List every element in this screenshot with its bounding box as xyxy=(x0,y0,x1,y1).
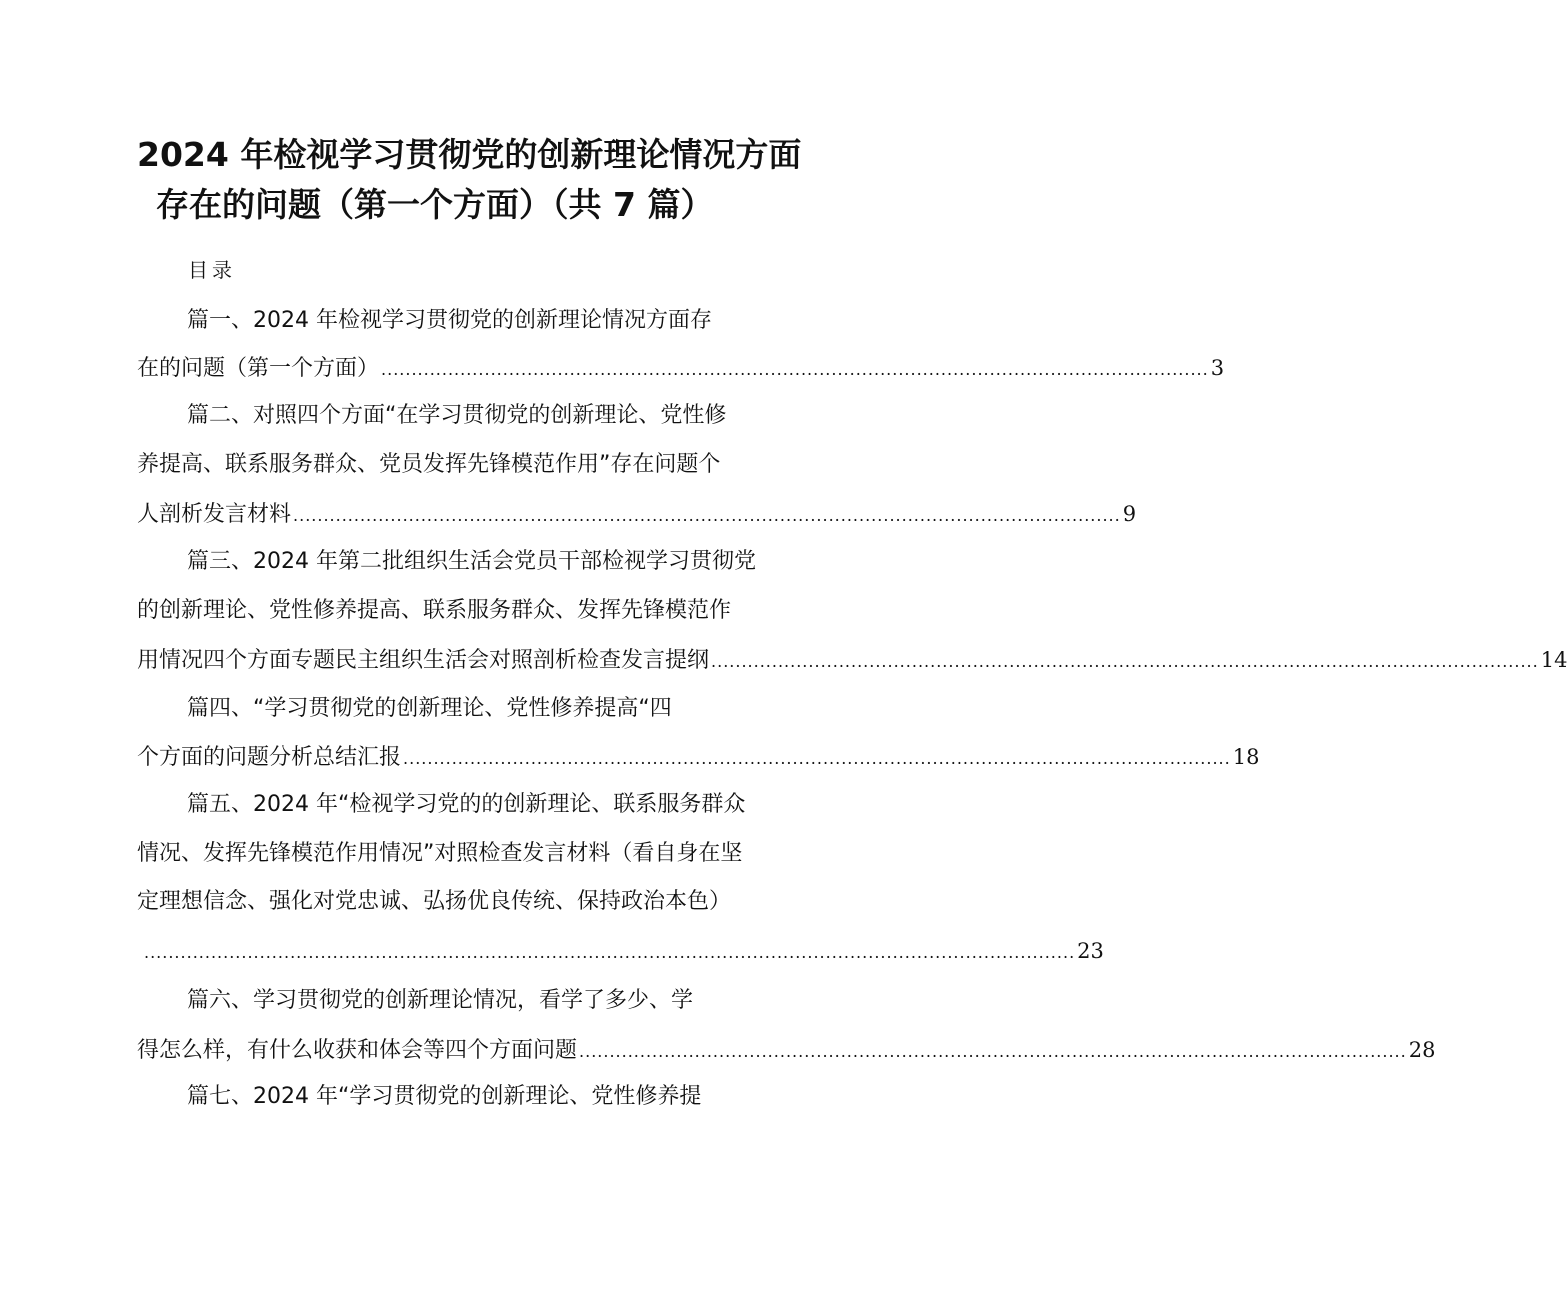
toc-entry-4-last-line[interactable] xyxy=(137,741,1260,775)
toc-entry-5-line-1[interactable]: 篇五、2024 年“检视学习党的的创新理论、联系服务群众 xyxy=(187,792,746,817)
toc-heading: 目录 xyxy=(188,258,236,282)
toc-leader-dots: ........................................................................................................................................ xyxy=(711,652,1539,671)
toc-entry-4-line-1[interactable]: 篇四、“学习贯彻党的创新理论、党性修养提高“四 xyxy=(187,696,672,721)
toc-entry-6-last-line[interactable] xyxy=(137,1034,1436,1068)
toc-entry-2-last-line[interactable] xyxy=(137,498,1137,532)
toc-leader-dots: ........................................................................................................................................ xyxy=(381,360,1209,379)
toc-entry-7-line-1[interactable]: 篇七、2024 年“学习贯彻党的创新理论、党性修养提 xyxy=(187,1084,702,1109)
toc-entry-2-line-1[interactable]: 篇二、对照四个方面“在学习贯彻党的创新理论、党性修 xyxy=(187,403,727,428)
toc-entry-6-text: 得怎么样，有什么收获和体会等四个方面问题 xyxy=(137,1038,578,1063)
toc-entry-5-last-line[interactable] xyxy=(142,935,1104,969)
toc-entry-5-line-3[interactable]: 定理想信念、强化对党忠诚、弘扬优良传统、保持政治本色） xyxy=(137,889,732,914)
toc-leader-dots: ........................................................................................................................................ xyxy=(579,1042,1407,1061)
toc-entry-3-last-line[interactable] xyxy=(137,644,1567,678)
document-title-line-2: 存在的问题（第一个方面）（共 7 篇） xyxy=(156,185,714,224)
toc-entry-3-text: 用情况四个方面专题民主组织生活会对照剖析检查发言提纲 xyxy=(137,648,710,673)
document-title-line-1: 2024 年检视学习贯彻党的创新理论情况方面 xyxy=(137,135,802,174)
toc-entry-3-page: 14 xyxy=(1540,648,1567,672)
toc-entry-3-line-1[interactable]: 篇三、2024 年第二批组织生活会党员干部检视学习贯彻党 xyxy=(187,549,756,574)
toc-entry-4-text: 个方面的问题分析总结汇报 xyxy=(137,745,402,770)
toc-entry-1-last-line[interactable] xyxy=(137,352,1225,386)
toc-leader-dots: ........................................................................................................................................ xyxy=(403,749,1231,768)
toc-entry-5-line-2[interactable]: 情况、发挥先锋模范作用情况”对照检查发言材料（看自身在坚 xyxy=(137,841,743,866)
toc-leader-dots: ........................................................................................................................................ xyxy=(293,506,1121,525)
toc-entry-4-page: 18 xyxy=(1232,745,1260,769)
toc-entry-5-page: 23 xyxy=(1077,939,1104,963)
toc-entry-2-line-2[interactable]: 养提高、联系服务群众、党员发挥先锋模范作用”存在问题个 xyxy=(137,452,721,477)
toc-entry-2-page: 9 xyxy=(1122,502,1137,526)
toc-entry-3-line-2[interactable]: 的创新理论、党性修养提高、联系服务群众、发挥先锋模范作 xyxy=(137,598,732,623)
toc-entry-1-page: 3 xyxy=(1210,356,1225,380)
toc-entry-1-text: 在的问题（第一个方面） xyxy=(137,356,380,381)
toc-entry-2-text: 人剖析发言材料 xyxy=(137,502,292,527)
toc-entry-6-page: 28 xyxy=(1408,1038,1436,1062)
toc-entry-6-line-1[interactable]: 篇六、学习贯彻党的创新理论情况，看学了多少、学 xyxy=(187,988,694,1013)
toc-leader-dots: ......................................................................................................................................................... xyxy=(144,943,1076,962)
toc-entry-1-line-1[interactable]: 篇一、2024 年检视学习贯彻党的创新理论情况方面存 xyxy=(187,308,712,333)
